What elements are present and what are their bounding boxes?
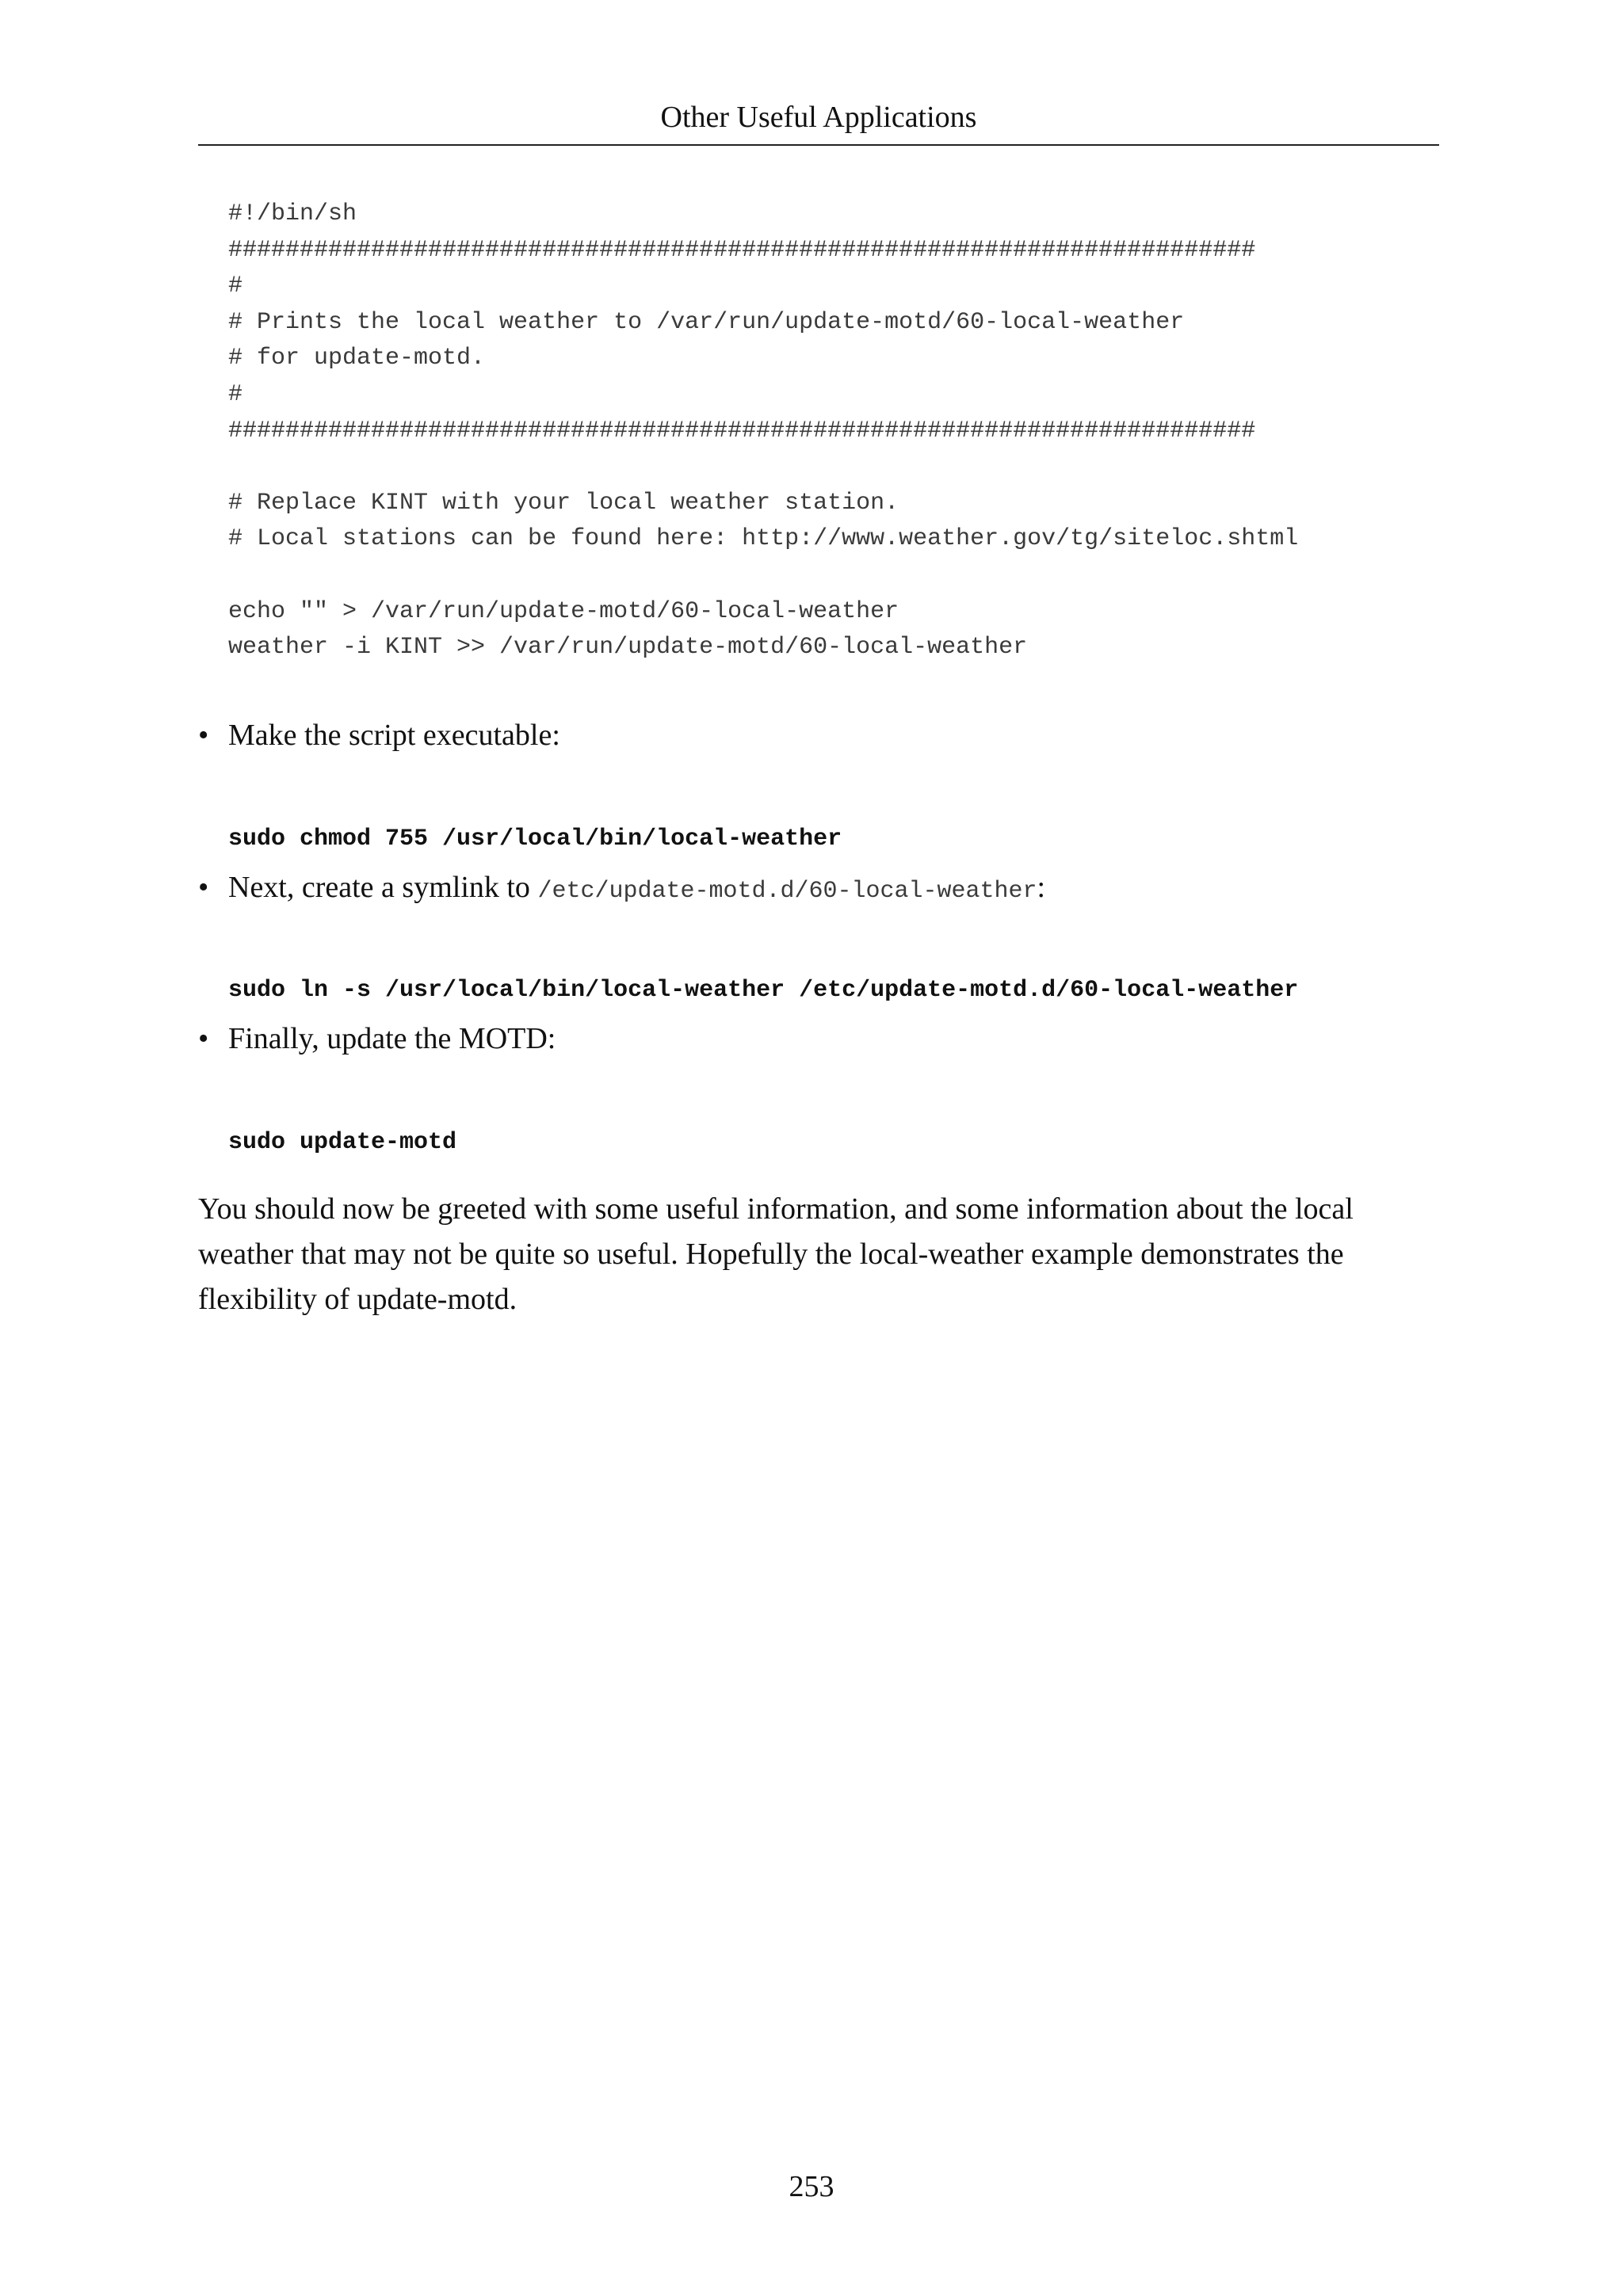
bullet-marker: • [198, 871, 209, 904]
step-text: Next, create a symlink to [228, 871, 538, 904]
bullet-marker: • [198, 719, 209, 752]
closing-paragraph: You should now be greeted with some useful information, and some information about the local weather that may not be quite so useful. Hopefully the local-weather example demonstrates the flexibility of update-motd. [198, 1192, 1354, 1316]
script-line: ######################################################################## [228, 236, 1256, 264]
script-line: # [228, 380, 243, 408]
script-line: ######################################################################## [228, 417, 1256, 444]
script-line: # for update-motd. [228, 345, 486, 372]
header-title: Other Useful Applications [660, 101, 977, 134]
step-update-motd [198, 1020, 556, 1061]
bullet-marker: • [198, 1022, 209, 1055]
step-suffix: : [1037, 871, 1046, 904]
script-line: weather -i KINT >> /var/run/update-motd/60-local-weather [228, 634, 1028, 662]
script-line: # Prints the local weather to /var/run/update-motd/60-local-weather [228, 308, 1185, 336]
script-code-block [228, 196, 1298, 666]
step-make-executable [198, 717, 560, 757]
step-text: Finally, update the MOTD: [228, 1022, 556, 1055]
script-line: #!/bin/sh [228, 200, 357, 227]
script-line: echo "" > /var/run/update-motd/60-local-weather [228, 597, 899, 625]
command-chmod: sudo chmod 755 /usr/local/bin/local-weather [228, 826, 842, 852]
script-line: # [228, 273, 243, 300]
command-update-motd: sudo update-motd [228, 1129, 457, 1156]
step-create-symlink [198, 869, 1045, 910]
step-text: Make the script executable: [228, 719, 560, 752]
running-header [198, 93, 1439, 146]
page-number: 253 [789, 2170, 834, 2203]
command-symlink: sudo ln -s /usr/local/bin/local-weather /etc/update-motd.d/60-local-weather [228, 977, 1299, 1004]
script-line: # Replace KINT with your local weather station. [228, 489, 899, 517]
step-inline-code: /etc/update-motd.d/60-local-weather [537, 878, 1037, 905]
script-line: # Local stations can be found here: http://www.weather.gov/tg/siteloc.shtml [228, 525, 1299, 553]
